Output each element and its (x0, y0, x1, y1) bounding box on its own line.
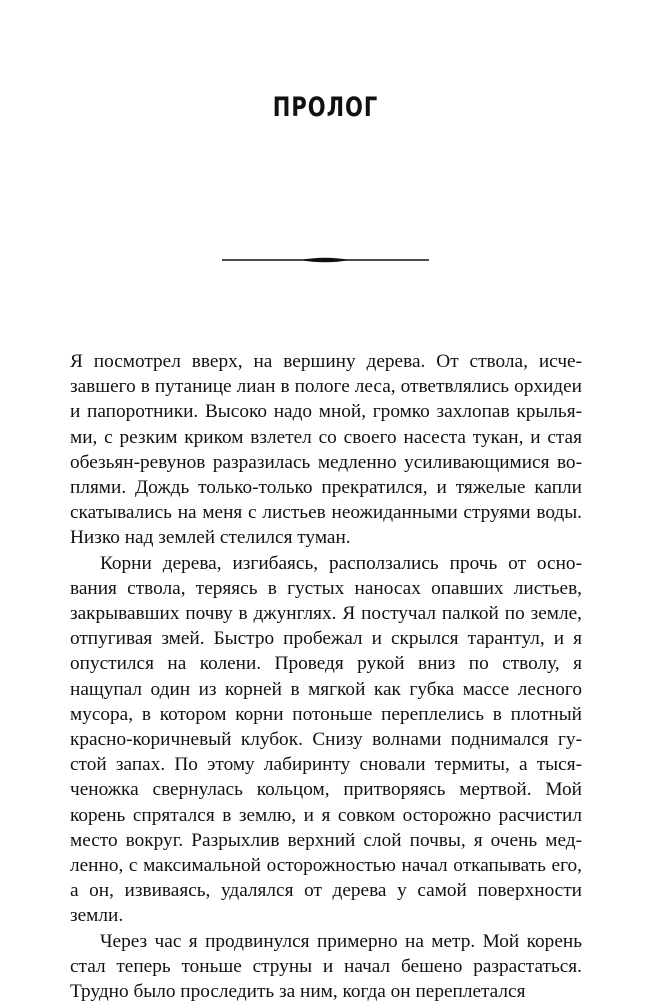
paragraph-2: Корни дерева, изгибаясь, расползались прочь от основания ствола, теряясь в густых наносах опавших листьев, закрывавших почву в джунглях. Я постучал палкой по земле, отпугивая змей. Быстро пробежал и скрылся тарантул, и я опустился на колени. Проведя рукой вниз по стволу, я нащупал один из корней в мягкой как губка массе лесного мусора, в котором корни потоньше переплелись в плотный красно-коричневый клубок. Снизу волнами поднимался густой запах. По этому лабиринту сновали термиты, а тысяченожка свернулась кольцом, притворяясь мертвой. Мой корень спрятался в землю, и я совком осторожно расчистил место вокруг. Разрыхлив верхний слой почвы, я очень медленно, с максимальной осторожностью начал откапывать его, а он, извиваясь, удалялся от дерева у самой поверхности земли. (70, 552, 582, 927)
chapter-title: ПРОЛОГ (272, 92, 379, 122)
body-text (70, 349, 582, 1004)
ornament-divider (222, 254, 429, 266)
paragraph-1: Я посмотрел вверх, на вершину дерева. От ствола, исчезавшего в путанице лиан в пологе леса, ответвлялись орхидеи и папоротники. Высоко надо мной, громко захлопав крыльями, с резким криком взлетел со своего насеста тукан, и стая обезьян-ревунов разразилась медленно усиливающимися воплями. Дождь только-только прекратился, и тяжелые капли скатывались на меня с листьев неожиданными струями воды. Низко над землей стелился туман. (70, 351, 582, 549)
paragraph-3: Через час я продвинулся примерно на метр. Мой корень стал теперь тоньше струны и начал бешено разрастаться. Трудно было проследить за ним, когда он переплетался (70, 930, 582, 1003)
